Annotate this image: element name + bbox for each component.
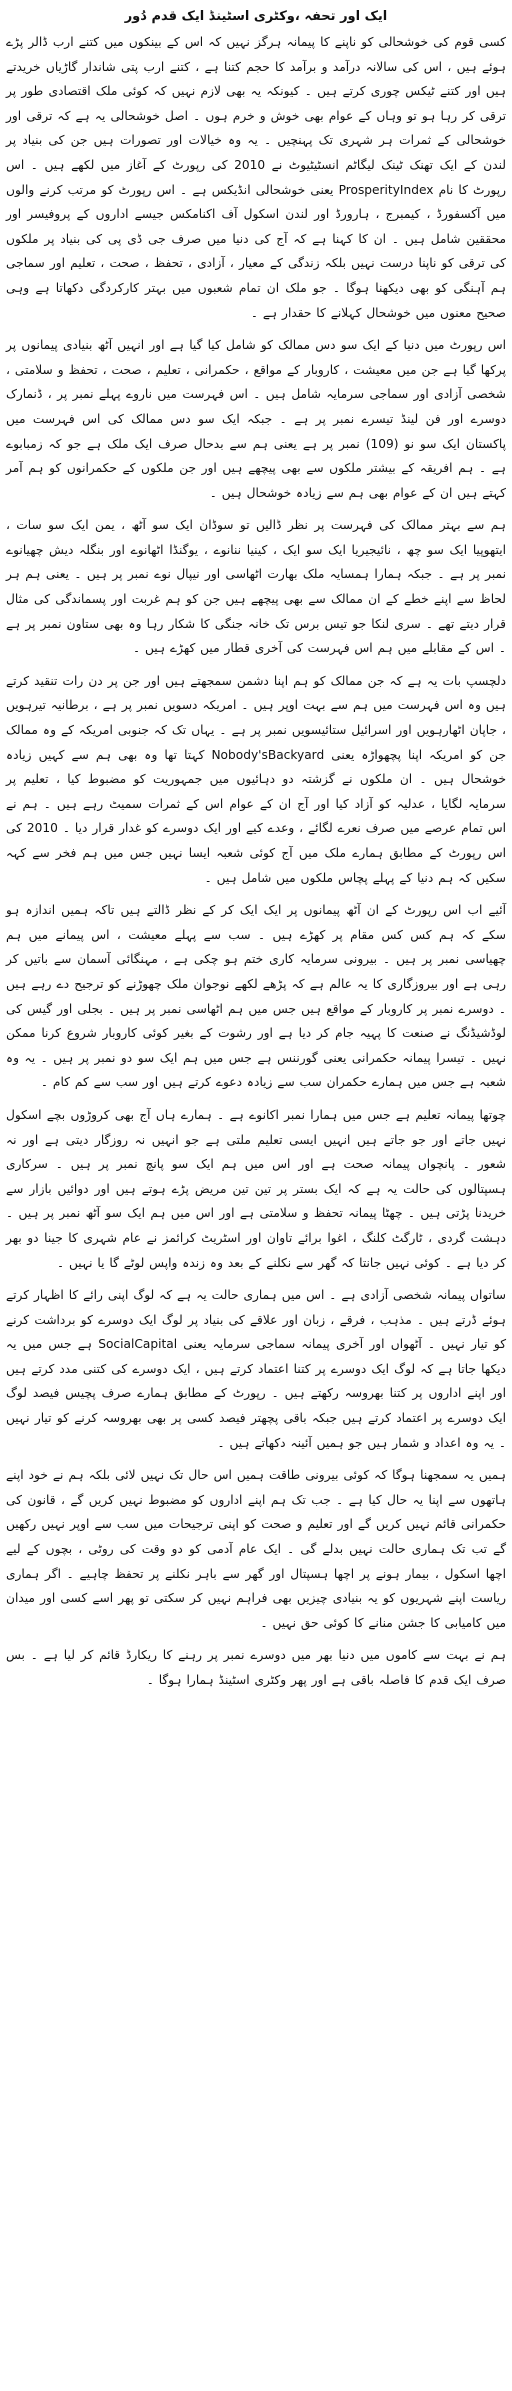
article-paragraph: ہم سے بہتر ممالک کی فہرست پر نظر ڈالیں تو سوڈان ایک سو آٹھ ، یمن ایک سو سات ، ایتھوپیا ایک سو چھ ، نائیجیریا ایک سو ایک ، کینیا ننانوے ، یوگنڈا اٹھانوے اور بنگلہ دیش چھیانوے نمبر پر ہے ۔ جبکہ ہمارا ہمسایہ ملک بھارت اٹھاسی اور نیپال نوے نمبر پر ہیں ۔ یعنی ہم ہر لحاظ سے اپنے خطے کے ان ممالک سے بھی پیچھے ہیں جن کو ہم غربت اور پسماندگی کی مثال قرار دیتے تھے ۔ سری لنکا جو تیس برس تک خانہ جنگی کا شکار رہا وہ بھی ستاون نمبر پر ہے ۔ اس کے مقابلے میں ہم اس فہرست کی آخری قطار میں کھڑے ہیں ۔ <box>6 518 506 656</box>
article-paragraph: ہمیں یہ سمجھنا ہوگا کہ کوئی بیرونی طاقت ہمیں اس حال تک نہیں لائی بلکہ ہم نے خود اپنے ہاتھوں سے اپنا یہ حال کیا ہے ۔ جب تک ہم اپنے اداروں کو مضبوط نہیں کریں گے ، قانون کی حکمرانی قائم نہیں کریں گے اور تعلیم و صحت کو اپنی ترجیحات میں سب سے اوپر نہیں رکھیں گے تب تک ہماری حالت نہیں بدلے گی ۔ ایک عام آدمی کو دو وقت کی روٹی ، بچوں کے لیے اچھا اسکول ، بیمار ہونے پر اچھا ہسپتال اور گھر سے باہر نکلنے پر تحفظ چاہیے ۔ اگر ہماری ریاست اپنے شہریوں کو یہ بنیادی چیزیں بھی فراہم نہیں کر سکتی تو پھر اسے کسی اور میدان میں کامیابی کا جشن منانے کا کوئی حق نہیں ۔ <box>6 1468 506 1630</box>
article-paragraph: آئیے اب اس رپورٹ کے ان آٹھ پیمانوں پر ایک ایک کر کے نظر ڈالتے ہیں تاکہ ہمیں اندازہ ہو سکے کہ ہم کس کس مقام پر کھڑے ہیں ۔ سب سے پہلے معیشت ، اس پیمانے میں ہم چھیاسی نمبر پر ہیں ۔ بیرونی سرمایہ کاری ختم ہو چکی ہے ، مہنگائی آسمان سے باتیں کر رہی ہے اور بیروزگاری کا یہ عالم ہے کہ پڑھے لکھے نوجوان ملک چھوڑنے کو ترجیح دے رہے ہیں ۔ دوسرے نمبر پر کاروبار کے مواقع ہیں جس میں ہم اٹھاسی نمبر پر ہیں ۔ بجلی اور گیس کی لوڈشیڈنگ نے صنعت کا پہیہ جام کر دیا ہے اور رشوت کے بغیر کوئی کاروبار شروع کرنا ممکن نہیں ۔ تیسرا پیمانہ حکمرانی یعنی گورننس ہے جس میں ہم ایک سو دو نمبر پر ہیں ۔ یہ وہ شعبہ ہے جس میں ہمارے حکمران سب سے زیادہ دعوے کرتے ہیں اور سب سے کم کام ۔ <box>6 903 506 1090</box>
article-title: ایک اور تحفہ ،وکٹری اسٹینڈ ایک قدم دُور <box>124 9 388 24</box>
article-paragraph: ہم نے بہت سے کاموں میں دنیا بھر میں دوسرے نمبر پر رہنے کا ریکارڈ قائم کر لیا ہے ۔ بس صرف ایک قدم کا فاصلہ باقی ہے اور پھر وکٹری اسٹینڈ ہمارا ہوگا ۔ <box>6 1648 506 1687</box>
article-paragraph: ساتواں پیمانہ شخصی آزادی ہے ۔ اس میں ہماری حالت یہ ہے کہ لوگ اپنی رائے کا اظہار کرتے ہوئے ڈرتے ہیں ۔ مذہب ، فرقے ، زبان اور علاقے کی بنیاد پر لوگ ایک دوسرے کو برداشت کرنے کو تیار نہیں ۔ آٹھواں اور آخری پیمانہ سماجی سرمایہ یعنی SocialCapital ہے جس میں یہ دیکھا جاتا ہے کہ لوگ ایک دوسرے پر کتنا اعتماد کرتے ہیں ، ایک دوسرے کی کتنی مدد کرتے ہیں اور اپنے اداروں پر کتنا بھروسہ رکھتے ہیں ۔ رپورٹ کے مطابق ہمارے صرف پچیس فیصد لوگ ایک دوسرے پر اعتماد کرتے ہیں جبکہ باقی پچھتر فیصد کسی پر بھی بھروسہ کرنے کو تیار نہیں ۔ یہ وہ اعداد و شمار ہیں جو ہمیں آئینہ دکھاتے ہیں ۔ <box>6 1288 506 1450</box>
article-paragraph: کسی قوم کی خوشحالی کو ناپنے کا پیمانہ ہرگز نہیں کہ اس کے بینکوں میں کتنے ارب ڈالر پڑے ہوئے ہیں ، اس کی سالانہ درآمد و برآمد کا حجم کتنا ہے ، کتنے ارب پتی شاندار گاڑیاں خریدتے ہیں اور کتنے ٹیکس چوری کرتے ہیں ۔ کیونکہ یہ بھی لازم نہیں کہ کوئی ملک اقتصادی طور پر ترقی کر رہا ہو تو وہاں کے عوام بھی خوش و خرم ہوں ۔ اصل خوشحالی یہ ہے کہ ترقی اور خوشحالی کے ثمرات ہر شہری تک پہنچیں ۔ یہ وہ خیالات اور تصورات ہیں جن کی بنیاد پر لندن کے ایک تھنک ٹینک لیگاٹم انسٹیٹیوٹ نے 2010 کی رپورٹ کے آغاز میں لکھے ہیں ۔ اس رپورٹ کا نام ProsperityIndex یعنی خوشحالی انڈیکس ہے ۔ اس رپورٹ کو مرتب کرنے والوں میں آکسفورڈ ، کیمبرج ، ہارورڈ اور لندن اسکول آف اکنامکس جیسے اداروں کے پروفیسر اور محققین شامل ہیں ۔ ان کا کہنا ہے کہ آج کی دنیا میں صرف جی ڈی پی کی بنیاد پر ملکوں کی ترقی کو ناپنا درست نہیں بلکہ زندگی کے معیار ، آزادی ، تحفظ ، صحت ، تعلیم اور سماجی ہم آہنگی کو بھی دیکھنا ہوگا ۔ جو ملک ان تمام شعبوں میں بہتر کارکردگی دکھاتا ہے وہی صحیح معنوں میں خوشحال کہلانے کا حقدار ہے ۔ <box>6 35 506 320</box>
article-paragraph: چوتھا پیمانہ تعلیم ہے جس میں ہمارا نمبر اکانوے ہے ۔ ہمارے ہاں آج بھی کروڑوں بچے اسکول نہیں جاتے اور جو جاتے ہیں انہیں ایسی تعلیم ملتی ہے جو انہیں نہ روزگار دیتی ہے اور نہ شعور ۔ پانچواں پیمانہ صحت ہے اور اس میں ہم ایک سو پانچ نمبر پر ہیں ۔ سرکاری ہسپتالوں کی حالت یہ ہے کہ ایک بستر پر تین تین مریض پڑے ہوتے ہیں اور دوائیں بازار سے خریدنا پڑتی ہیں ۔ چھٹا پیمانہ تحفظ و سلامتی ہے اور اس میں ہم ایک سو آٹھ نمبر پر ہیں ۔ دہشت گردی ، ٹارگٹ کلنگ ، اغوا برائے تاوان اور اسٹریٹ کرائمز نے عام شہری کا جینا دو بھر کر دیا ہے ۔ کوئی نہیں جانتا کہ گھر سے نکلنے کے بعد وہ زندہ واپس لوٹے گا یا نہیں ۔ <box>6 1107 506 1270</box>
article-paragraph: اس رپورٹ میں دنیا کے ایک سو دس ممالک کو شامل کیا گیا ہے اور انہیں آٹھ بنیادی پیمانوں پر پرکھا گیا ہے جن میں معیشت ، کاروبار کے مواقع ، حکمرانی ، تعلیم ، صحت ، تحفظ و سلامتی ، شخصی آزادی اور سماجی سرمایہ شامل ہیں ۔ اس فہرست میں ناروے پہلے نمبر پر ، ڈنمارک دوسرے اور فن لینڈ تیسرے نمبر پر ہے ۔ جبکہ ایک سو دس ممالک کی اس فہرست میں پاکستان ایک سو نو (109) نمبر پر ہے یعنی ہم سے بدحال صرف ایک ملک ہے جو کہ زمبابوے ہے ۔ ہم افریقہ کے بیشتر ملکوں سے بھی پیچھے ہیں اور جن ملکوں کے حکمرانوں کو ہم آمر کہتے ہیں ان کے عوام بھی ہم سے زیادہ خوشحال ہیں ۔ <box>6 338 506 500</box>
article-paragraph: دلچسپ بات یہ ہے کہ جن ممالک کو ہم اپنا دشمن سمجھتے ہیں اور جن پر دن رات تنقید کرتے ہیں وہ اس فہرست میں ہم سے بہت اوپر ہیں ۔ امریکہ دسویں نمبر پر ہے ، برطانیہ تیرہویں ، جاپان اٹھارہویں اور اسرائیل ستائیسویں نمبر پر ہے ۔ یہاں تک کہ جنوبی امریکہ کے وہ ممالک جن کو امریکہ اپنا پچھواڑہ یعنی Nobody'sBackyard کہتا تھا وہ بھی ہم سے کہیں زیادہ خوشحال ہیں ۔ ان ملکوں نے گزشتہ دو دہائیوں میں جمہوریت کو مضبوط کیا ، تعلیم پر سرمایہ لگایا ، عدلیہ کو آزاد کیا اور آج ان کے عوام اس کے ثمرات سمیٹ رہے ہیں ۔ ہم نے اس تمام عرصے میں صرف نعرے لگائے ، وعدے کیے اور ایک دوسرے کو غدار قرار دیا ۔ 2010 کی اس رپورٹ کے مطابق ہمارے ملک میں آج کوئی شعبہ ایسا نہیں جس میں ہم فخر سے کہہ سکیں کہ ہم دنیا کے پہلے پچاس ملکوں میں شامل ہیں ۔ <box>6 673 506 885</box>
